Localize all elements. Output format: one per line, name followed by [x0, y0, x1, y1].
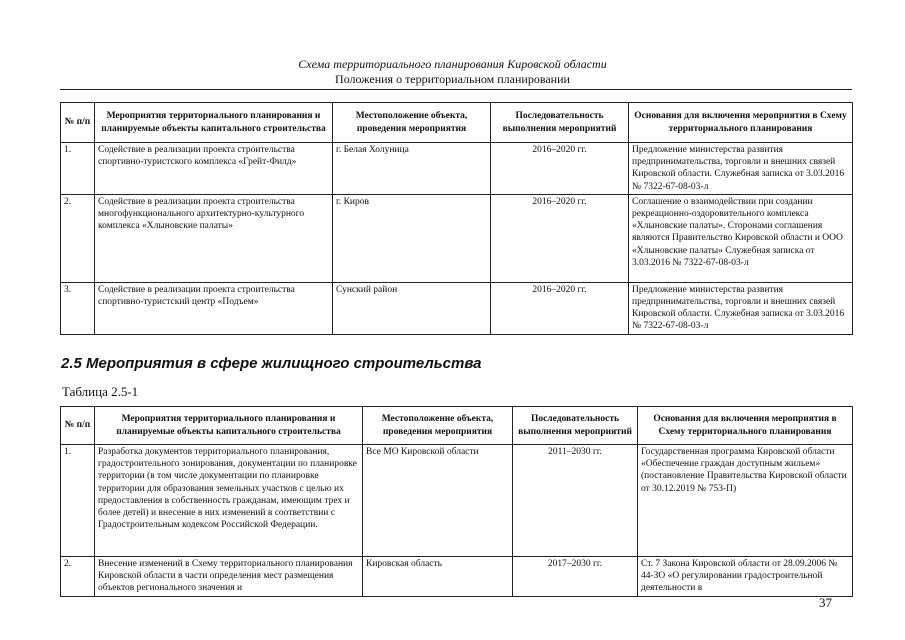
column-header-basis: Основания для включения мероприятия в Схему территориального планирования	[629, 103, 853, 143]
table-row	[61, 143, 853, 195]
column-header-basis: Основания для включения мероприятия в Схему территориального планирования	[638, 407, 853, 445]
cell-basis: Ст. 7 Закона Кировской области от 28.09.2006 № 44-ЗО «О регулировании градостроительной деятельности в	[638, 557, 853, 597]
table-row	[61, 282, 853, 334]
cell-period: 2016–2020 гг.	[491, 282, 629, 334]
cell-number: 3.	[61, 282, 95, 334]
cell-period: 2016–2020 гг.	[491, 143, 629, 195]
cell-period: 2016–2020 гг.	[491, 194, 629, 282]
header-divider	[60, 89, 852, 90]
cell-location: Кировская область	[363, 557, 513, 597]
column-header-period: Последовательность выполнения мероприятий	[491, 103, 629, 143]
cell-period: 2011–2030 гг.	[513, 445, 638, 557]
section-title: 2.5 Мероприятия в сфере жилищного строительства	[61, 355, 482, 372]
cell-measure: Разработка документов территориального планирования, градостроительного зонирования, документации по планировке территории (в том числе документации по планировке территории для образования земельных участков с целью их предоставления в собственность гражданам, имеющим трех и более детей) и внесение в них изменений в соответствии с Градостроительным кодексом Российской Федерации.	[95, 445, 363, 557]
cell-basis: Предложение министерства развития предпринимательства, торговли и внешних связей Кировской области. Служебная записка от 3.03.2016 № 7322-67-08-03-л	[629, 282, 853, 334]
column-header-location: Местоположение объекта, проведения мероприятия	[333, 103, 491, 143]
cell-location: Сунский район	[333, 282, 491, 334]
page-number: 37	[819, 595, 832, 610]
cell-period: 2017–2030 гг.	[513, 557, 638, 597]
table-header-row	[61, 103, 853, 143]
table-caption: Таблица 2.5-1	[62, 384, 139, 399]
cell-basis: Соглашение о взаимодействии при создании рекреационно-оздоровительного комплекса «Хлыновские палаты». Сторонами соглашения являются Правительство Кировской области и ООО «Хлыновские палаты» Служебная записка от 3.03.2016 № 7322-67-08-03-л	[629, 194, 853, 282]
housing-measures-table	[60, 406, 853, 597]
column-header-measure: Мероприятия территориального планирования и планируемые объекты капитального строительства	[95, 103, 333, 143]
table-header-row	[61, 407, 853, 445]
document-header-title: Схема территориального планирования Кировской области	[298, 57, 607, 71]
cell-number: 1.	[61, 445, 95, 557]
cell-location: г. Белая Холуница	[333, 143, 491, 195]
cell-location: Все МО Кировской области	[363, 445, 513, 557]
cell-basis: Государственная программа Кировской области «Обеспечение граждан доступным жильем» (постановление Правительства Кировской области от 30.12.2019 № 753-П)	[638, 445, 853, 557]
cell-number: 1.	[61, 143, 95, 195]
column-header-location: Местоположение объекта, проведения мероприятия	[363, 407, 513, 445]
table-row	[61, 194, 853, 282]
cell-measure: Содействие в реализации проекта строительства спортивно-туристский центр «Подъем»	[95, 282, 333, 334]
cell-measure: Содействие в реализации проекта строительства спортивно-туристского комплекса «Грейт-Филд»	[95, 143, 333, 195]
cell-location: г. Киров	[333, 194, 491, 282]
cell-number: 2.	[61, 194, 95, 282]
table-row	[61, 445, 853, 557]
document-header-subtitle: Положения о территориальном планировании	[335, 72, 570, 86]
cell-measure: Внесение изменений в Схему территориального планирования Кировской области в части определения мест размещения объектов регионального значения и	[95, 557, 363, 597]
measures-table-continued	[60, 102, 853, 335]
column-header-period: Последовательность выполнения мероприятий	[513, 407, 638, 445]
column-header-measure: Мероприятия территориального планирования и планируемые объекты капитального строительства	[95, 407, 363, 445]
column-header-number: № п/п	[61, 103, 95, 143]
cell-measure: Содействие в реализации проекта строительства многофункционального архитектурно-культурного комплекса «Хлыновские палаты»	[95, 194, 333, 282]
table-row	[61, 557, 853, 597]
cell-basis: Предложение министерства развития предпринимательства, торговли и внешних связей Кировской области. Служебная записка от 3.03.2016 № 7322-67-08-03-л	[629, 143, 853, 195]
column-header-number: № п/п	[61, 407, 95, 445]
cell-number: 2.	[61, 557, 95, 597]
